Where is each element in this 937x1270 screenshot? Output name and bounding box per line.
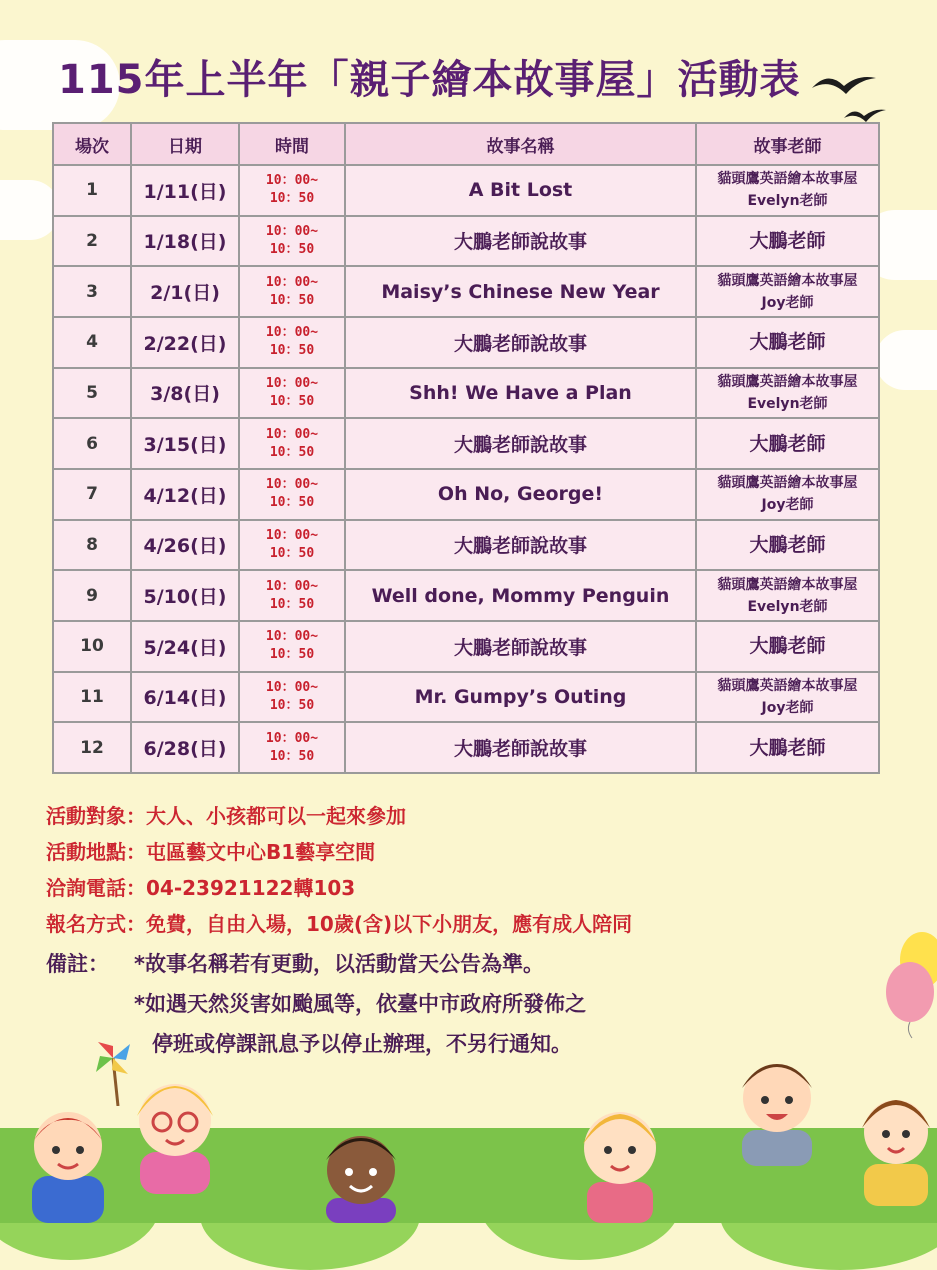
session-number: 7 [53, 469, 131, 520]
balloon-icon [880, 930, 937, 1040]
teacher-line-1: 貓頭鷹英語繪本故事屋 [717, 475, 858, 492]
session-number: 4 [53, 317, 131, 368]
registration-text: 報名方式：免費，自由入場，10歲(含)以下小朋友，應有成人陪同 [46, 912, 633, 936]
story-title: 大鵬老師說故事 [345, 317, 696, 368]
time-end: 10：50 [269, 596, 315, 612]
teacher-line-1: 大鵬老師 [749, 432, 826, 455]
story-title: 大鵬老師說故事 [345, 216, 696, 267]
session-number: 10 [53, 621, 131, 672]
session-time [239, 520, 345, 571]
table-row [53, 672, 879, 723]
story-title: Oh No, George! [345, 469, 696, 520]
story-teacher [696, 520, 879, 571]
kid-illustration [18, 1096, 118, 1223]
table-row [53, 317, 879, 368]
teacher-line-1: 大鵬老師 [749, 635, 826, 658]
story-title: Mr. Gumpy’s Outing [345, 672, 696, 723]
cloud-decoration [875, 330, 937, 390]
story-title: 大鵬老師說故事 [345, 418, 696, 469]
session-time [239, 672, 345, 723]
table-row [53, 216, 879, 267]
session-date: 1/18(日) [131, 216, 239, 267]
session-time [239, 722, 345, 773]
story-teacher [696, 317, 879, 368]
teacher-line-1: 大鵬老師 [749, 229, 826, 252]
session-time [239, 165, 345, 216]
table-row [53, 520, 879, 571]
teacher-line-1: 大鵬老師 [749, 736, 826, 759]
story-teacher [696, 418, 879, 469]
time-start: 10：00~ [265, 477, 319, 493]
session-number: 5 [53, 368, 131, 419]
story-teacher [696, 621, 879, 672]
schedule-table [52, 122, 880, 774]
header-story: 故事名稱 [345, 123, 696, 165]
story-title: 大鵬老師說故事 [345, 520, 696, 571]
teacher-line-1: 大鵬老師 [749, 533, 826, 556]
teacher-line-1: 貓頭鷹英語繪本故事屋 [717, 171, 858, 188]
time-end: 10：50 [269, 495, 315, 511]
time-end: 10：50 [269, 444, 315, 460]
story-teacher [696, 216, 879, 267]
time-start: 10：00~ [265, 173, 319, 189]
time-end: 10：50 [269, 393, 315, 409]
session-time [239, 418, 345, 469]
session-number: 12 [53, 722, 131, 773]
session-number: 2 [53, 216, 131, 267]
session-number: 6 [53, 418, 131, 469]
table-row [53, 368, 879, 419]
table-row [53, 722, 879, 773]
time-end: 10：50 [269, 292, 315, 308]
notes-label: 備註： [46, 952, 109, 976]
table-row [53, 570, 879, 621]
time-start: 10：00~ [265, 274, 319, 290]
kid-illustration [722, 1046, 832, 1166]
session-date: 1/11(日) [131, 165, 239, 216]
session-date: 2/1(日) [131, 266, 239, 317]
teacher-line-2: Evelyn老師 [747, 193, 828, 210]
kid-illustration [120, 1064, 230, 1194]
teacher-line-1: 貓頭鷹英語繪本故事屋 [717, 576, 858, 593]
time-start: 10：00~ [265, 426, 319, 442]
session-time [239, 621, 345, 672]
session-time [239, 317, 345, 368]
session-time [239, 469, 345, 520]
session-number: 9 [53, 570, 131, 621]
table-row [53, 469, 879, 520]
header-teacher: 故事老師 [696, 123, 879, 165]
teacher-line-1: 大鵬老師 [749, 331, 826, 354]
session-date: 3/15(日) [131, 418, 239, 469]
time-start: 10：00~ [265, 679, 319, 695]
header-date: 日期 [131, 123, 239, 165]
time-end: 10：50 [269, 647, 315, 663]
time-end: 10：50 [269, 241, 315, 257]
time-end: 10：50 [269, 343, 315, 359]
story-teacher [696, 266, 879, 317]
story-teacher [696, 672, 879, 723]
teacher-line-2: Joy老師 [761, 294, 814, 311]
story-teacher [696, 165, 879, 216]
story-title: Well done, Mommy Penguin [345, 570, 696, 621]
phone-text: 洽詢電話：04-23921122轉103 [46, 876, 356, 900]
teacher-line-2: Joy老師 [761, 497, 814, 514]
story-title: 大鵬老師說故事 [345, 621, 696, 672]
story-title: A Bit Lost [345, 165, 696, 216]
session-number: 3 [53, 266, 131, 317]
session-date: 6/28(日) [131, 722, 239, 773]
cloud-decoration [0, 180, 60, 240]
session-date: 2/22(日) [131, 317, 239, 368]
notes-line-1: *故事名稱若有更動，以活動當天公告為準。 [134, 952, 544, 976]
location-text: 活動地點：屯區藝文中心B1藝享空間 [46, 840, 376, 864]
teacher-line-1: 貓頭鷹英語繪本故事屋 [717, 272, 858, 289]
teacher-line-2: Evelyn老師 [747, 598, 828, 615]
page-title: 115年上半年「親子繪本故事屋」活動表 [58, 57, 801, 103]
teacher-line-2: Joy老師 [761, 699, 814, 716]
time-start: 10：00~ [265, 375, 319, 391]
table-row [53, 266, 879, 317]
session-time [239, 216, 345, 267]
table-row [53, 165, 879, 216]
time-end: 10：50 [269, 748, 315, 764]
time-end: 10：50 [269, 697, 315, 713]
notes-line-2: *如遇天然災害如颱風等，依臺中市政府所發佈之 [134, 992, 586, 1016]
session-date: 5/24(日) [131, 621, 239, 672]
table-row [53, 621, 879, 672]
table-row [53, 418, 879, 469]
teacher-line-2: Evelyn老師 [747, 395, 828, 412]
session-time [239, 570, 345, 621]
story-teacher [696, 570, 879, 621]
session-date: 5/10(日) [131, 570, 239, 621]
kid-illustration [850, 1076, 937, 1206]
session-date: 4/12(日) [131, 469, 239, 520]
time-end: 10：50 [269, 191, 315, 207]
teacher-line-1: 貓頭鷹英語繪本故事屋 [717, 677, 858, 694]
time-start: 10：00~ [265, 223, 319, 239]
bird-icon [810, 68, 880, 108]
session-number: 1 [53, 165, 131, 216]
session-number: 11 [53, 672, 131, 723]
header-session: 場次 [53, 123, 131, 165]
teacher-line-1: 貓頭鷹英語繪本故事屋 [717, 373, 858, 390]
story-teacher [696, 722, 879, 773]
table-header-row [53, 123, 879, 165]
time-end: 10：50 [269, 545, 315, 561]
time-start: 10：00~ [265, 629, 319, 645]
session-date: 6/14(日) [131, 672, 239, 723]
story-title: Maisy’s Chinese New Year [345, 266, 696, 317]
session-time [239, 368, 345, 419]
session-time [239, 266, 345, 317]
story-teacher [696, 469, 879, 520]
session-number: 8 [53, 520, 131, 571]
time-start: 10：00~ [265, 730, 319, 746]
kid-illustration [306, 1120, 416, 1223]
kid-illustration [565, 1090, 675, 1223]
time-start: 10：00~ [265, 527, 319, 543]
story-title: 大鵬老師說故事 [345, 722, 696, 773]
audience-text: 活動對象：大人、小孩都可以一起來參加 [46, 804, 406, 828]
time-start: 10：00~ [265, 325, 319, 341]
story-title: Shh! We Have a Plan [345, 368, 696, 419]
session-date: 3/8(日) [131, 368, 239, 419]
session-date: 4/26(日) [131, 520, 239, 571]
time-start: 10：00~ [265, 578, 319, 594]
notes-line-3: 停班或停課訊息予以停止辦理，不另行通知。 [152, 1032, 572, 1056]
story-teacher [696, 368, 879, 419]
header-time: 時間 [239, 123, 345, 165]
